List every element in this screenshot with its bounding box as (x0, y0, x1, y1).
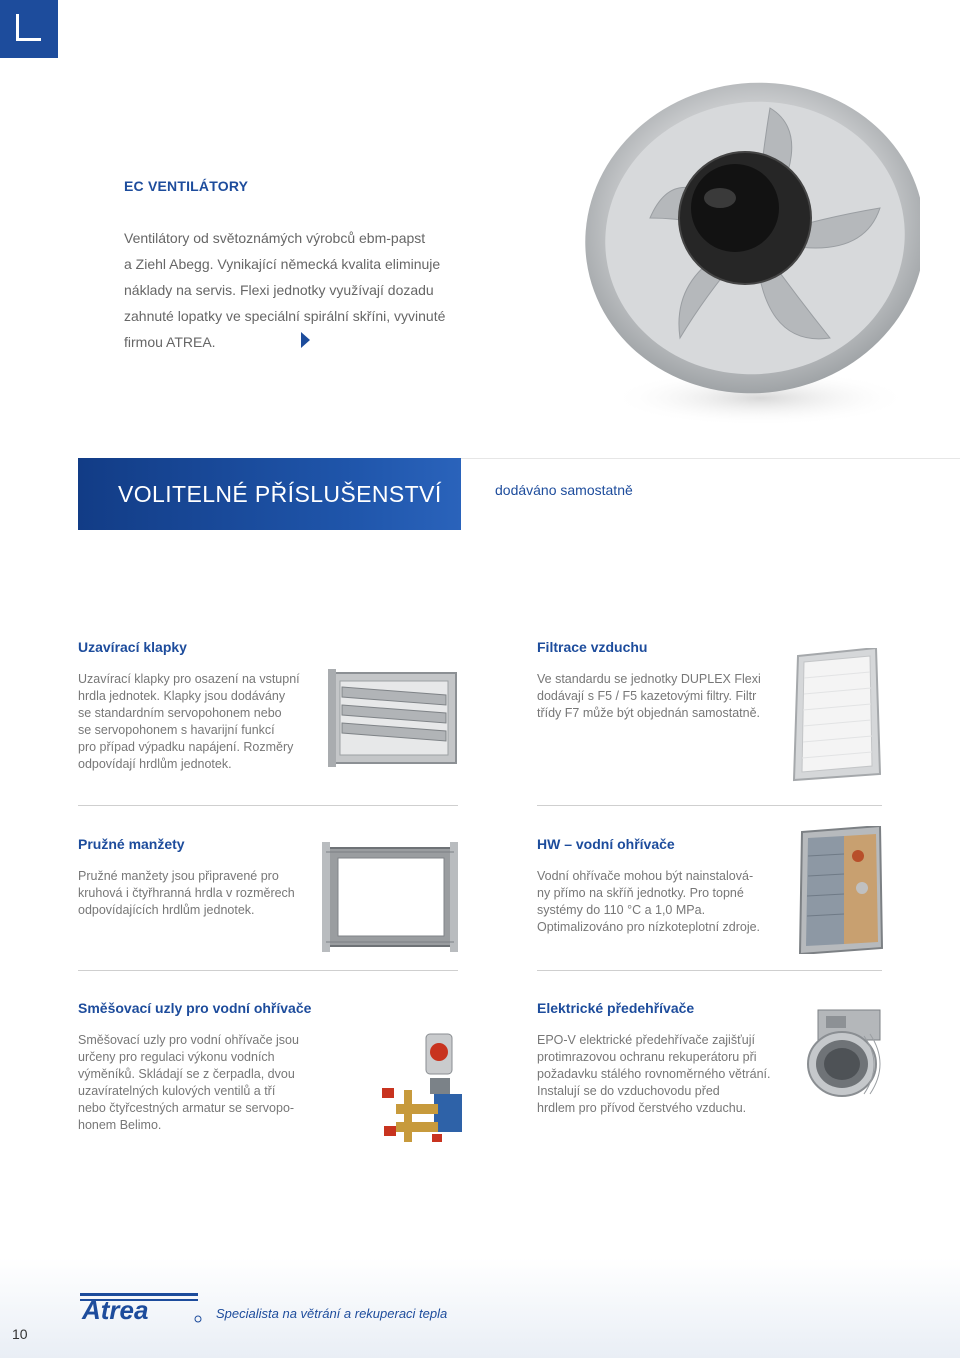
page-number: 10 (12, 1326, 28, 1342)
separator (537, 970, 882, 971)
dampers-line: odpovídají hrdlům jednotek. (78, 757, 232, 771)
footer-tagline: Specialista na větrání a rekuperaci tepla (216, 1306, 448, 1321)
preheaters-line: hrdlem pro přívod čerstvého vzduchu. (537, 1101, 747, 1115)
collars-description (78, 868, 318, 919)
collars-line: kruhová i čtyřhranná hrdla v rozměrech (78, 886, 295, 900)
atrea-logo-text: Atrea (82, 1295, 149, 1325)
mixing-line: Směšovací uzly pro vodní ohřívače jsou (78, 1033, 299, 1047)
mixing-line: výměníků. Skládají se z čerpadla, dvou (78, 1067, 295, 1081)
ec-line: a Ziehl Abegg. Vynikající německá kvalita eliminuje (124, 256, 441, 272)
mixing-description (78, 1032, 318, 1134)
damper-image (328, 667, 460, 769)
mixing-line: nebo čtyřcestných armatur se servopo- (78, 1101, 295, 1115)
filtration-description (537, 671, 787, 722)
ec-fan-image (560, 68, 920, 428)
collars-title: Pružné manžety (78, 836, 185, 852)
electric-preheater-image (804, 1006, 888, 1098)
preheaters-description (537, 1032, 797, 1117)
heaters-line: ny přímo na skříň jednotky. Pro topné (537, 886, 744, 900)
preheaters-line: EPO-V elektrické předehřívače zajišťují (537, 1033, 755, 1047)
preheaters-line: požadavku stálého rovnoměrného větrání. (537, 1067, 771, 1081)
filtration-line: třídy F7 může být objednán samostatně. (537, 706, 761, 720)
heaters-title: HW – vodní ohřívače (537, 836, 675, 852)
dampers-line: pro případ výpadku napájení. Rozměry (78, 740, 294, 754)
ec-line: Ventilátory od světoznámých výrobců ebm-papst (124, 230, 426, 246)
heaters-line: Optimalizováno pro nízkoteplotní zdroje. (537, 920, 761, 934)
filter-image (792, 648, 884, 782)
mixing-line: uzavíratelných kulových ventilů a tří (78, 1084, 276, 1098)
preheaters-line: protimrazovou ochranu rekuperátoru při (537, 1050, 757, 1064)
flexible-collar-image (322, 838, 458, 952)
heaters-line: Vodní ohřívače mohou být nainstalová- (537, 869, 754, 883)
ec-title: EC VENTILÁTORY (124, 178, 249, 194)
heaters-line: systémy do 110 °C a 1,0 MPa. (537, 903, 706, 917)
dampers-title: Uzavírací klapky (78, 639, 187, 655)
accessories-subtitle: dodáváno samostatně (495, 482, 633, 498)
heaters-description (537, 868, 797, 936)
mixing-title: Směšovací uzly pro vodní ohřívače (78, 1000, 312, 1016)
filtration-line: dodávají s F5 / F5 kazetovými filtry. Filtr (537, 689, 757, 703)
separator (78, 805, 458, 806)
corner-bracket-icon (16, 14, 41, 41)
collars-line: Pružné manžety jsou připravené pro (78, 869, 279, 883)
preheaters-title: Elektrické předehřívače (537, 1000, 695, 1016)
ec-line: náklady na servis. Flexi jednotky využívají dozadu (124, 282, 434, 298)
dampers-description (78, 671, 318, 773)
corner-block (0, 0, 58, 58)
dampers-line: hrdla jednotek. Klapky jsou dodávány (78, 689, 286, 703)
banner-divider (461, 458, 960, 459)
ec-line: firmou ATREA. (124, 334, 216, 350)
accessories-title: VOLITELNÉ PŘÍSLUŠENSTVÍ (118, 481, 442, 507)
separator (537, 805, 882, 806)
ec-description (124, 225, 464, 355)
water-heater-image (798, 826, 884, 954)
separator (78, 970, 458, 971)
dampers-line: se servopohonem s havarijní funkcí (78, 723, 275, 737)
filtration-line: Ve standardu se jednotky DUPLEX Flexi (537, 672, 761, 686)
arrow-right-icon (301, 332, 310, 348)
mixing-line: určeny pro regulaci výkonu vodních (78, 1050, 275, 1064)
mixing-line: honem Belimo. (78, 1118, 162, 1132)
filtration-title: Filtrace vzduchu (537, 639, 648, 655)
dampers-line: Uzavírací klapky pro osazení na vstupní (78, 672, 300, 686)
dampers-line: se standardním servopohonem nebo (78, 706, 282, 720)
atrea-logo (78, 1287, 204, 1327)
collars-line: odpovídajících hrdlům jednotek. (78, 903, 255, 917)
preheaters-line: Instalují se do vzduchovodu před (537, 1084, 720, 1098)
mixing-unit-image (374, 1030, 468, 1148)
ec-line: zahnuté lopatky ve speciální spirální skříni, vyvinuté (124, 308, 446, 324)
